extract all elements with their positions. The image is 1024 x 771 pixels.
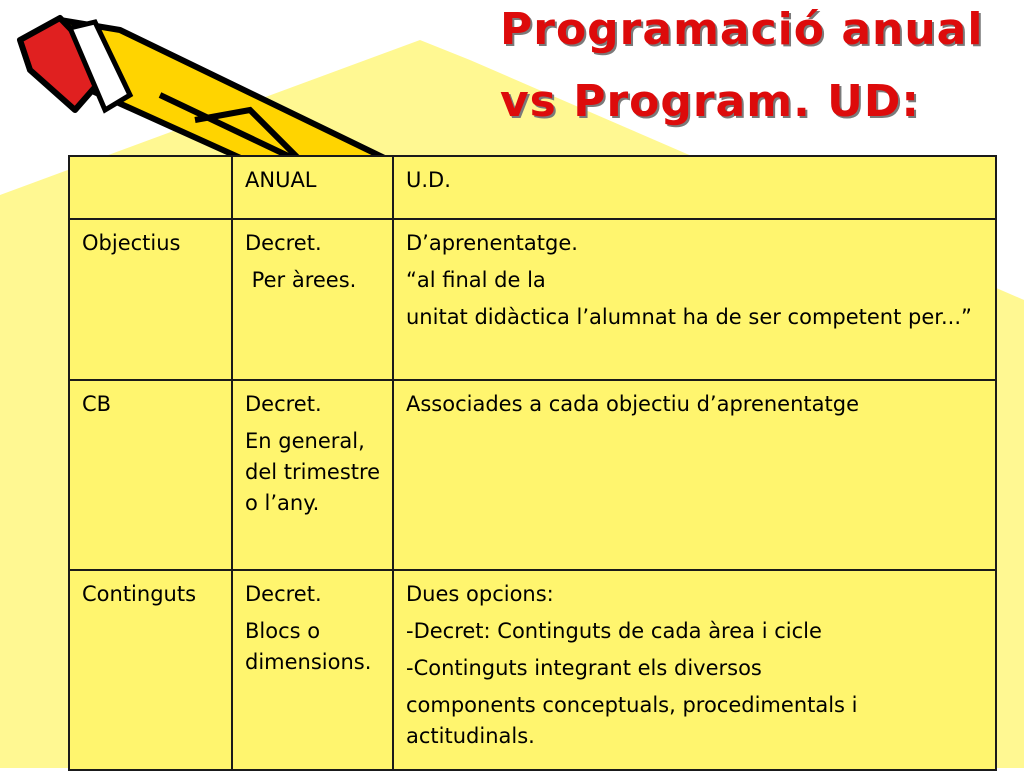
cell-text: -Continguts integrant els diversos bbox=[406, 656, 762, 680]
cell-ud-continguts bbox=[393, 570, 996, 770]
cell-text: components conceptuals, procedimentals i actitudinals. bbox=[406, 693, 858, 748]
page-title-line-2: vs Program. UD: bbox=[500, 76, 920, 127]
cell-text: En general, del trimestre o l’any. bbox=[245, 429, 381, 515]
cell-text: Associades a cada objectiu d’aprenentatge bbox=[406, 392, 859, 416]
cell-text: Decret. bbox=[245, 392, 322, 416]
table-header-row bbox=[69, 156, 996, 219]
row-label-objectius: Objectius bbox=[69, 219, 232, 380]
cell-text: Dues opcions: bbox=[406, 582, 554, 606]
row-label-continguts: Continguts bbox=[69, 570, 232, 770]
header-cell-ud: U.D. bbox=[393, 156, 996, 219]
cell-text: Blocs o dimensions. bbox=[245, 619, 372, 674]
cell-text: unitat didàctica l’alumnat ha de ser competent per...” bbox=[406, 305, 972, 329]
cell-text: Decret. bbox=[245, 231, 322, 255]
comparison-table bbox=[68, 155, 997, 771]
cell-text: D’aprenentatge. bbox=[406, 231, 578, 255]
header-cell-anual: ANUAL bbox=[232, 156, 393, 219]
cell-text: Decret. bbox=[245, 582, 322, 606]
table-row bbox=[69, 570, 996, 770]
table-row bbox=[69, 219, 996, 380]
cell-text: “al final de la bbox=[406, 268, 546, 292]
cell-anual-objectius bbox=[232, 219, 393, 380]
row-label-cb: CB bbox=[69, 380, 232, 570]
cell-anual-continguts bbox=[232, 570, 393, 770]
cell-text: Per àrees. bbox=[245, 268, 357, 292]
cell-anual-cb bbox=[232, 380, 393, 570]
table-row bbox=[69, 380, 996, 570]
cell-text: -Decret: Continguts de cada àrea i cicle bbox=[406, 619, 822, 643]
page-title-line-1: Programació anual bbox=[500, 4, 984, 55]
cell-ud-objectius bbox=[393, 219, 996, 380]
cell-ud-cb bbox=[393, 380, 996, 570]
header-cell-empty bbox=[69, 156, 232, 219]
